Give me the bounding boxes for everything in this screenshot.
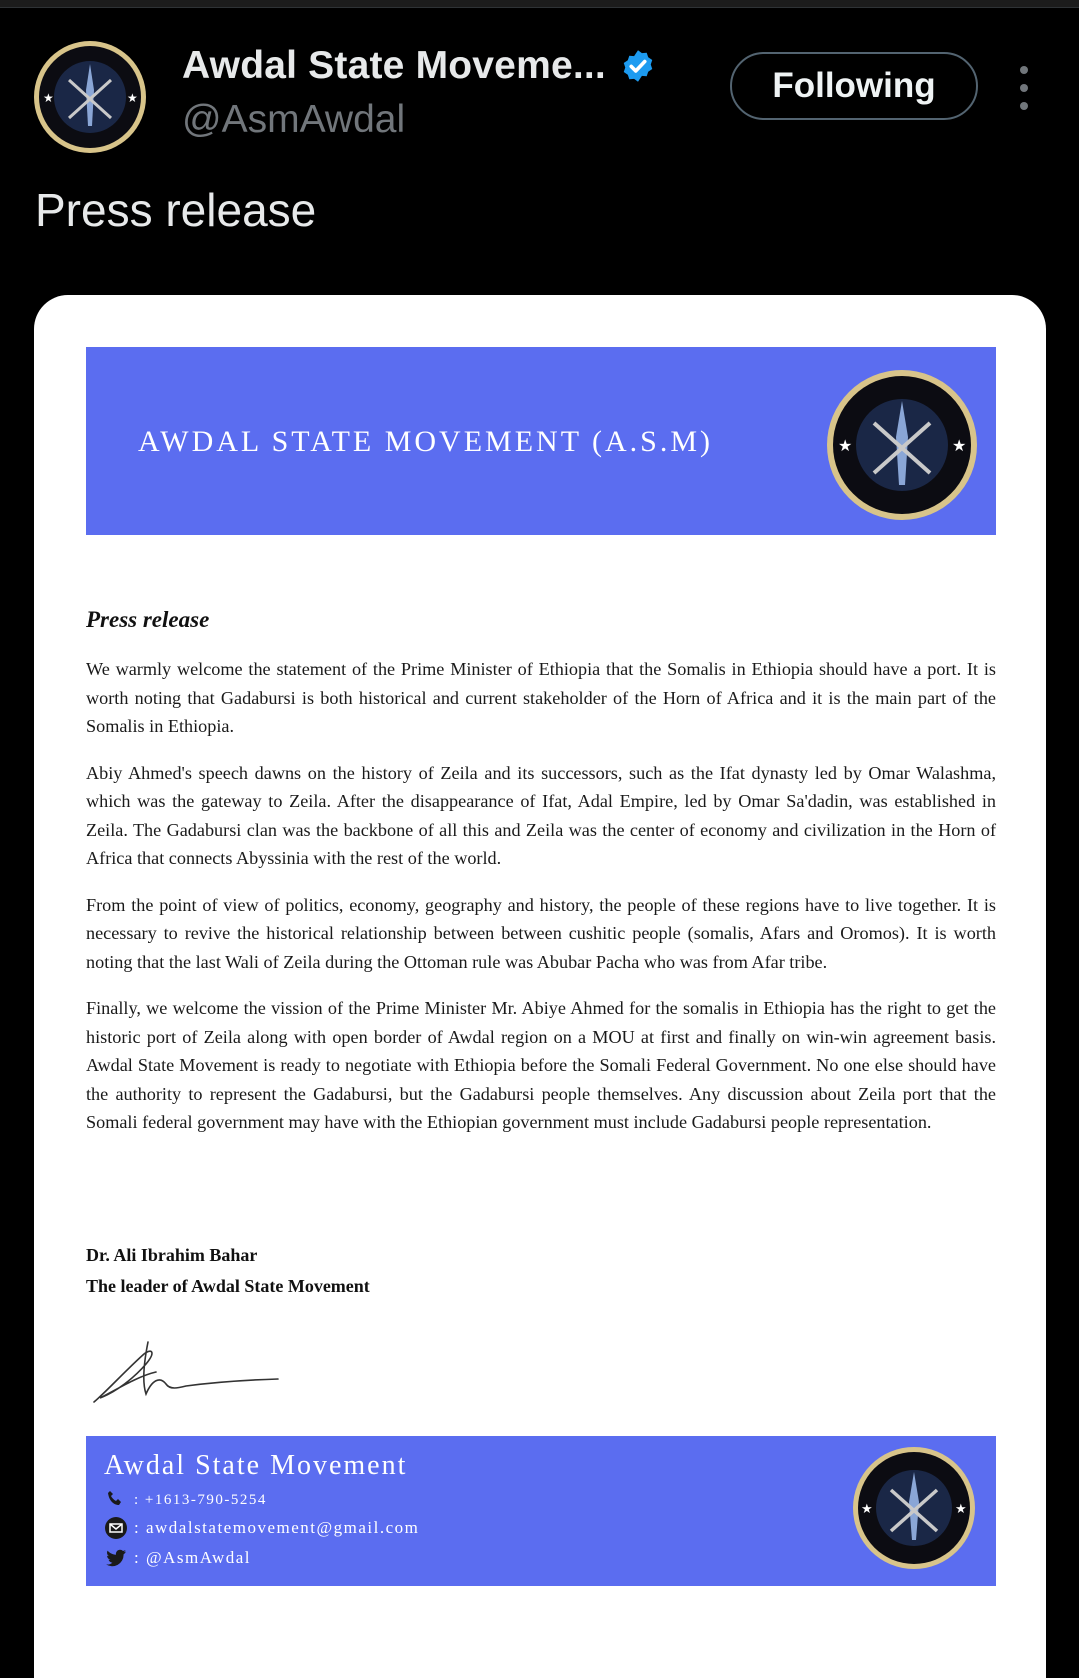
avatar[interactable] (33, 40, 147, 154)
author-name-row[interactable] (182, 44, 656, 88)
press-release-document (86, 347, 996, 1567)
more-icon[interactable] (1010, 66, 1038, 110)
paragraph: We warmly welcome the statement of the Prime Minister of Ethiopia that the Somalis in Ethiopia should have a port. It is worth noting that Gadabursi is both historical and current stakeholder of the Horn of Africa and it is the main part of the Somalis in Ethiopia. (86, 659, 996, 736)
svg-text:★: ★ (861, 1502, 873, 1517)
svg-text:★: ★ (43, 91, 54, 105)
footer-title: Awdal State Movement (104, 1450, 408, 1481)
tweet-image[interactable] (34, 295, 1046, 1678)
document-footer-banner (86, 1436, 996, 1586)
mail-icon (104, 1516, 128, 1540)
status-divider (0, 0, 1079, 8)
awdal-logo-icon (852, 1446, 976, 1570)
svg-text:★: ★ (838, 436, 853, 455)
paragraph: Abiy Ahmed's speech dawns on the history of Zeila and its successors, such as the Ifat dynasty led by Omar Walashma, which was the gateway to Zeila. After the disappearance of Ifat, Adal Empire, led by Omar Sa'dadin, was established in Zeila. The Gadabursi clan was the backbone of all this and Zeila was the center of economy and civilization in the Horn of Africa that connects Abyssinia with the rest of the world. (86, 762, 996, 868)
document-body (86, 655, 996, 1155)
document-header-banner (86, 347, 996, 535)
following-button[interactable]: Following (730, 52, 978, 120)
svg-text:★: ★ (127, 91, 138, 105)
author-handle[interactable]: @AsmAwdal (182, 98, 406, 141)
paragraph: Finally, we welcome the vission of the Prime Minister Mr. Abiye Ahmed for the somalis in Ethiopia has the right to get the historic port of Zeila along with open border of Awdal region on a MOU at first and finally on win-win agreement basis. Awdal State Movement is ready to negotiate with Ethiopia before the Somali Federal Government. No one else should have the authority to represent the Gadabursi, but the Gadabursi people themselves. Any discussion about Zeila port that the Somali federal government may have with the Ethiopian government must include Gadabursi people representation. (86, 998, 996, 1132)
footer-phone (104, 1488, 267, 1512)
signature-icon (86, 1332, 286, 1412)
footer-twitter (104, 1546, 251, 1570)
awdal-logo-icon (826, 369, 978, 521)
paragraph: From the point of view of politics, economy, geography and history, the people of these regions have to live together. It is necessary to revive the historical relationship between between cushitic people (somalis, Afars and Oromos). It is worth noting that the last Wali of Zeila during the Ottoman rule was Abubar Pacha who was from Afar tribe. (86, 894, 996, 972)
verified-badge-icon (620, 48, 656, 84)
tweet-text: Press release (35, 184, 317, 236)
svg-text:★: ★ (955, 1502, 967, 1517)
author-display-name[interactable]: Awdal State Moveme... (182, 44, 606, 87)
footer-phone-text: : +1613-790-5254 (134, 1491, 267, 1508)
signatory-title: The leader of Awdal State Movement (86, 1276, 370, 1296)
banner-title: AWDAL STATE MOVEMENT (A.S.M) (138, 425, 714, 458)
svg-text:★: ★ (952, 436, 967, 455)
twitter-icon (104, 1546, 128, 1570)
awdal-logo-icon (33, 40, 147, 154)
signatory-name: Dr. Ali Ibrahim Bahar (86, 1245, 258, 1265)
footer-email-text: : awdalstatemovement@gmail.com (134, 1518, 420, 1537)
footer-email (104, 1516, 419, 1540)
phone-icon (104, 1488, 128, 1512)
document-heading: Press release (86, 607, 210, 632)
footer-twitter-text: : @AsmAwdal (134, 1548, 252, 1567)
